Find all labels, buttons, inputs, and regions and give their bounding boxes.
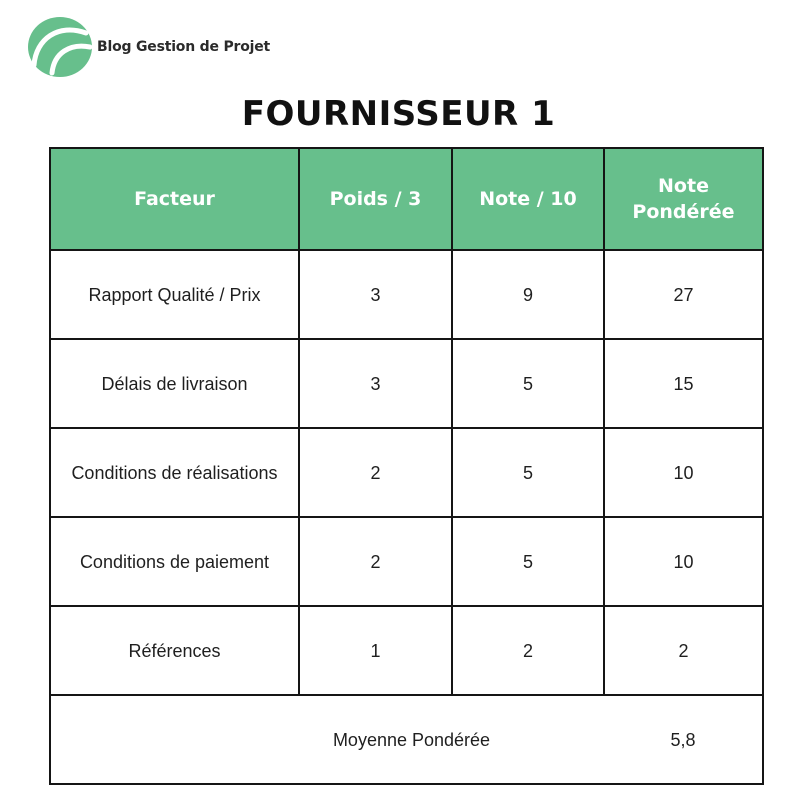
page-title: FOURNISSEUR 1 <box>241 94 556 134</box>
supplier-score-table <box>49 147 764 785</box>
factor-cell: Délais de livraison <box>50 339 299 428</box>
weight-cell: 3 <box>299 250 452 339</box>
score-cell: 5 <box>452 517 604 606</box>
weighted-average-value: 5,8 <box>604 695 763 784</box>
weighted-average-label: Moyenne Pondérée <box>50 695 604 784</box>
factor-cell: Conditions de paiement <box>50 517 299 606</box>
factor-cell: Conditions de réalisations <box>50 428 299 517</box>
table-row <box>50 339 763 428</box>
weight-cell: 3 <box>299 339 452 428</box>
factor-cell: Références <box>50 606 299 695</box>
table-row <box>50 517 763 606</box>
header-score: Note / 10 <box>452 148 604 250</box>
weighted-cell: 2 <box>604 606 763 695</box>
table-row <box>50 428 763 517</box>
leaf-logo-icon <box>28 17 92 77</box>
weight-cell: 2 <box>299 428 452 517</box>
weighted-cell: 27 <box>604 250 763 339</box>
factor-cell: Rapport Qualité / Prix <box>50 250 299 339</box>
weighted-cell: 10 <box>604 517 763 606</box>
weight-cell: 1 <box>299 606 452 695</box>
weighted-cell: 15 <box>604 339 763 428</box>
weighted-cell: 10 <box>604 428 763 517</box>
table-footer-row <box>50 695 763 784</box>
table-row <box>50 606 763 695</box>
score-cell: 9 <box>452 250 604 339</box>
header-weighted-score: Note Pondérée <box>604 148 763 250</box>
table-header-row <box>50 148 763 250</box>
brand-name: Blog Gestion de Projet <box>97 39 271 55</box>
score-cell: 2 <box>452 606 604 695</box>
brand-logo <box>28 17 270 77</box>
score-cell: 5 <box>452 428 604 517</box>
header-weight: Poids / 3 <box>299 148 452 250</box>
score-cell: 5 <box>452 339 604 428</box>
table-row <box>50 250 763 339</box>
header-factor: Facteur <box>50 148 299 250</box>
weight-cell: 2 <box>299 517 452 606</box>
